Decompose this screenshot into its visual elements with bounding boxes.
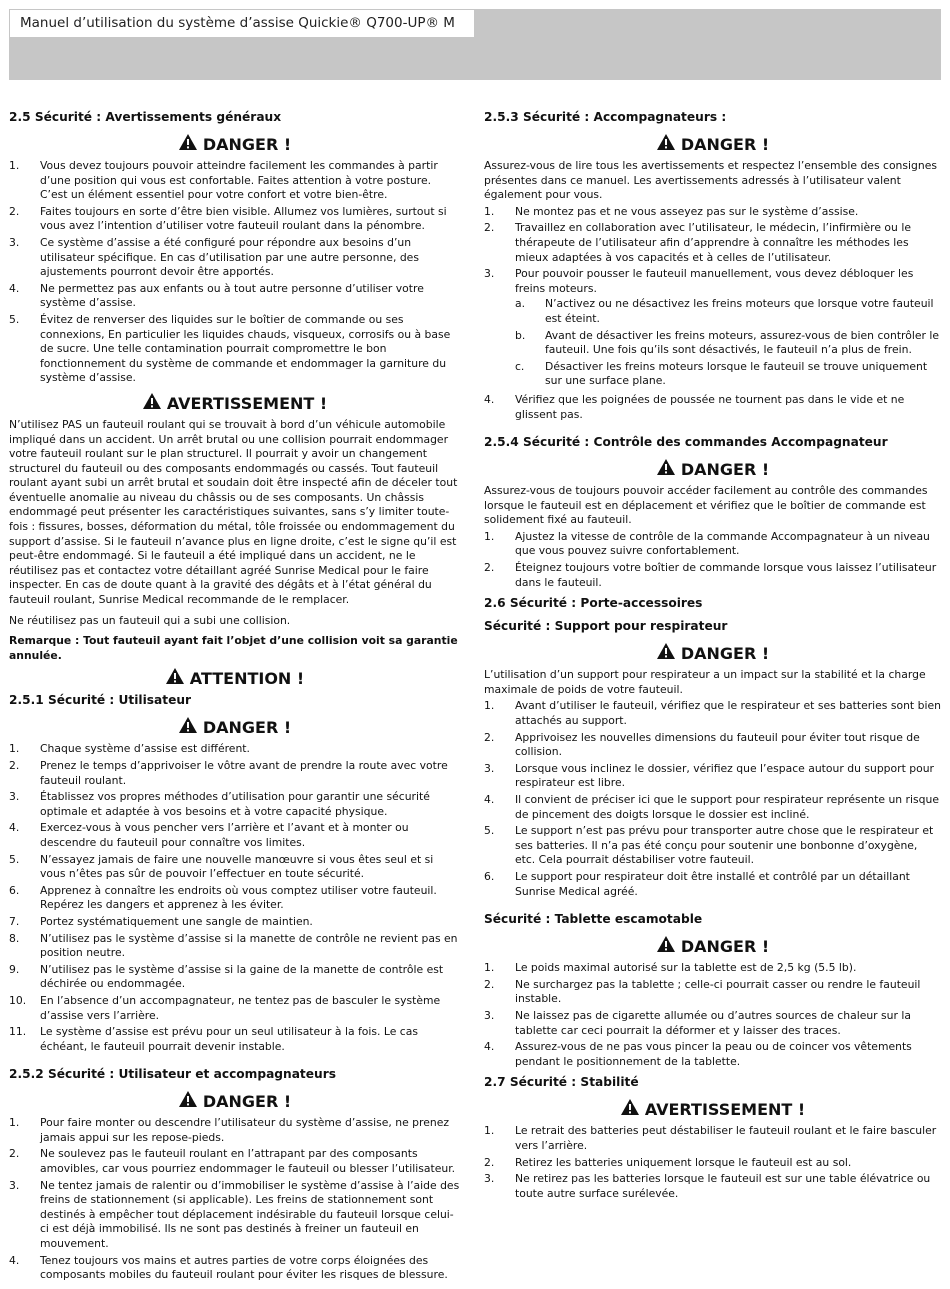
- danger-label: DANGER !: [680, 937, 770, 957]
- section-2-5-1-title: 2.5.1 Sécurité : Utilisateur: [9, 693, 192, 708]
- list-item: 4. Tenez toujours vos mains et autres parties de votre corps éloignées des composants mobiles du fauteuil roulant pour éviter les risques de blessure.: [9, 1253, 448, 1282]
- warning-triangle-icon: [656, 133, 676, 155]
- section-2-5-4-title: 2.5.4 Sécurité : Contrôle des commandes Accompagnateur: [484, 435, 888, 450]
- list-item: 3. Établissez vos propres méthodes d’utilisation pour garantir une sécurité optimale et adaptée à vos besoins et à votre capacité physique.: [9, 790, 430, 818]
- section-2-5-title: 2.5 Sécurité : Avertissements généraux: [9, 110, 282, 124]
- list-item: 10. En l’absence d’un accompagnateur, ne tentez pas de basculer le système d’assise vers l’arrière.: [9, 993, 441, 1022]
- list-item: 5. N’essayez jamais de faire une nouvelle manœuvre si vous êtes seul et si vous n’êtes pas sûr de pouvoir l’effectuer en toute sécurité.: [9, 852, 434, 881]
- list-item: 2. Faites toujours en sorte d’être bien visible. Allumez vos lumières, surtout si vous avez l’intention d’utiliser votre fauteuil roulant dans la pénombre.: [9, 204, 447, 233]
- stability-list: [484, 1124, 941, 1201]
- danger-heading: [484, 133, 941, 155]
- list-item: 1. Le poids maximal autorisé sur la tablette est de 2,5 kg (5.5 lb).: [484, 961, 857, 975]
- warning-heading: [9, 392, 460, 414]
- warning-triangle-icon: [656, 935, 676, 957]
- header-title-box: [9, 9, 475, 38]
- right-column: [484, 110, 941, 1207]
- list-item: 2. Retirez les batteries uniquement lorsque le fauteuil est au sol.: [484, 1155, 852, 1169]
- section-2-7-title: 2.7 Sécurité : Stabilité: [484, 1075, 639, 1090]
- danger-heading: [484, 458, 941, 480]
- list-item: 5. Le support n’est pas prévu pour transporter autre chose que le respirateur et ses batteries. Il n’a pas été conçu pour soutenir une bonbonne d’oxygène, etc. Cela pourrait déstabiliser votre fauteuil.: [484, 824, 934, 867]
- sub-list-item: c. Désactiver les freins moteurs lorsque le fauteuil se trouve uniquement sur une surface plane.: [515, 359, 928, 388]
- list-item: 1. Avant d’utiliser le fauteuil, vérifiez que le respirateur et ses batteries sont bien attachés au support.: [484, 699, 941, 728]
- section-2-5-3-title: 2.5.3 Sécurité : Accompagnateurs :: [484, 110, 727, 124]
- warning-triangle-icon: [178, 716, 198, 738]
- warning-triangle-icon: [165, 667, 185, 689]
- user-safety-list: [9, 742, 460, 1054]
- sub-list-item: a. N’activez ou ne désactivez les freins moteurs que lorsque votre fauteuil est éteint.: [515, 297, 934, 325]
- list-item: 11. Le système d’assise est prévu pour un seul utilisateur à la fois. Le cas échéant, le fauteuil pourrait devenir instable.: [9, 1025, 418, 1053]
- warranty-remark: Remarque : Tout fauteuil ayant fait l’objet d’une collision voit sa garantie annulée.: [9, 634, 458, 662]
- list-item: 2. Prenez le temps d’apprivoiser le vôtre avant de prendre la route avec votre fauteuil roulant.: [9, 759, 448, 787]
- list-item: 1. Vous devez toujours pouvoir atteindre facilement les commandes à partir d’une position qui vous est confortable. Faites attention à votre posture. C’est un élément essentiel pour votre confort et votre bien-être.: [9, 159, 438, 202]
- header-band: [9, 9, 941, 80]
- list-item: 4. Assurez-vous de ne pas vous pincer la peau ou de coincer vos vêtements pendant le positionnement de la tablette.: [484, 1040, 912, 1068]
- list-item: 2. Travaillez en collaboration avec l’utilisateur, le médecin, l’infirmière ou le thérapeute de l’utilisateur afin d’apprendre à connaître les méthodes les mieux adaptées à vos capacités et à celles de l’utilisateur.: [484, 221, 911, 264]
- no-reuse-text: Ne réutilisez pas un fauteuil qui a subi une collision.: [9, 613, 291, 627]
- left-column: [9, 110, 460, 1289]
- danger-label: DANGER !: [202, 718, 292, 738]
- warning-heading: [484, 1098, 941, 1120]
- danger-heading: [484, 642, 941, 664]
- list-item: 1. Chaque système d’assise est différent.: [9, 742, 250, 756]
- danger-heading: [9, 716, 460, 738]
- warning-label: AVERTISSEMENT !: [166, 393, 328, 413]
- danger-label: DANGER !: [680, 460, 770, 480]
- list-item: 3. Ne tentez jamais de ralentir ou d’immobiliser le système d’assise à l’aide des freins de stationnement (si applicable). Les freins de stationnement sont destinés à empêcher tout déplacement indésirable du fauteuil lorsque celui-ci est déjà immobilisé. Ils ne sont pas destinés à freiner un fauteuil en mouvement.: [9, 1178, 460, 1251]
- danger-heading: [9, 133, 460, 155]
- list-item: 7. Portez systématiquement une sangle de maintien.: [9, 914, 313, 928]
- warning-triangle-icon: [178, 133, 198, 155]
- attendant-list: [484, 205, 941, 422]
- list-item: 8. N’utilisez pas le système d’assise si la manette de contrôle ne revient pas en position neutre.: [9, 931, 458, 960]
- warning-triangle-icon: [656, 458, 676, 480]
- collision-warning-text: N’utilisez PAS un fauteuil roulant qui se trouvait à bord d’un véhicule automobile impliqué dans un accident. Un arrêt brutal ou une collision pourrait endommager votre fauteuil roulant sur le plan structurel. Il pourrait y avoir un changement structurel du fauteuil ou des composants endommagés ou cassés. Tout fauteuil roulant ayant subi un arrêt brutal et soudain doit être inspecté afin de déceler tout éventuelle anomalie au niveau du châssis ou de ses composants. Un châssis endommagé peut présenter les caractéristiques suivantes, sans s’y limiter toute-fois : fissures, bosses, déformation du métal, tôle froissée ou endommagement du support d’assise. Si le fauteuil n’avance plus en ligne droite, c’est le signe qu’il est peut-être endommagé. Si le fauteuil a été impliqué dans un accident, ne le réutilisez pas et contactez votre détaillant agréé Sunrise Medical pour le faire inspecter. En cas de doute quant à la gravité des dégâts et à l’état général du fauteuil roulant, Sunrise Medical recommande de le remplacer.: [9, 417, 458, 607]
- tray-table-list: [484, 961, 941, 1069]
- list-item: 4. Ne permettez pas aux enfants ou à tout autre personne d’utiliser votre système d’assise.: [9, 281, 424, 310]
- user-attendant-list: [9, 1116, 460, 1283]
- list-item: 4. Exercez-vous à vous pencher vers l’arrière et l’avant et à monter ou descendre du fauteuil pour connaître vos limites.: [9, 821, 409, 849]
- warning-triangle-icon: [142, 392, 162, 414]
- respirator-list: [484, 699, 941, 899]
- attention-heading: [9, 667, 460, 689]
- list-item: 6. Apprenez à connaître les endroits où vous comptez utiliser votre fauteuil. Repérez les dangers et apprenez à les éviter.: [9, 883, 437, 912]
- list-item: 3. Pour pouvoir pousser le fauteuil manuellement, vous devez débloquer les freins moteurs. a. N’activez ou ne désactivez les freins moteurs que lorsque votre fauteuil est éteint. b. Avant de désactiver les freins moteurs, assurez-vous de bien contrôler le fauteuil. Une fois qu’ils sont désactivés, le fauteuil n’a plus de frein. c. Désactiver les freins moteurs lorsque le fauteuil se trouve uniquement sur une surface plane.: [484, 267, 940, 388]
- brake-sublist: [515, 297, 941, 389]
- danger-label: DANGER !: [680, 644, 770, 664]
- respirator-intro: L’utilisation d’un support pour respirateur a un impact sur la stabilité et la charge maximale de poids de votre fauteuil.: [484, 668, 926, 696]
- general-warnings-list: [9, 159, 460, 386]
- danger-label: DANGER !: [680, 135, 770, 154]
- attendant-intro: Assurez-vous de lire tous les avertissements et respectez l’ensemble des consignes présentes dans ce manuel. Les avertissements adressés à l’utilisateur valent également pour vous.: [484, 159, 937, 202]
- danger-heading: [9, 1090, 460, 1112]
- list-item: 3. Ne laissez pas de cigarette allumée ou d’autres sources de chaleur sur la tablette car ceci pourrait la déformer et y laisser des traces.: [484, 1008, 912, 1037]
- attention-label: ATTENTION !: [189, 669, 305, 689]
- danger-label: DANGER !: [202, 135, 292, 154]
- section-2-5-2-title: 2.5.2 Sécurité : Utilisateur et accompagnateurs: [9, 1067, 336, 1082]
- respirator-support-title: Sécurité : Support pour respirateur: [484, 619, 728, 634]
- list-item: 1. Ne montez pas et ne vous asseyez pas sur le système d’assise.: [484, 204, 859, 218]
- list-item: 3. Lorsque vous inclinez le dossier, vérifiez que l’espace autour du support pour respirateur est libre.: [484, 761, 934, 790]
- list-item: 2. Apprivoisez les nouvelles dimensions du fauteuil pour éviter tout risque de collision.: [484, 730, 920, 759]
- list-item: 2. Ne soulevez pas le fauteuil roulant en l’attrapant par des composants amovibles, car vous pourriez endommager le fauteuil ou blesser l’utilisateur.: [9, 1147, 456, 1176]
- document-title: Manuel d’utilisation du système d’assise Quickie® Q700-UP® M: [20, 15, 455, 31]
- list-item: 2. Ne surchargez pas la tablette ; celle-ci pourrait casser ou rendre le fauteuil instable.: [484, 977, 921, 1006]
- attendant-control-list: [484, 530, 941, 590]
- tray-table-title: Sécurité : Tablette escamotable: [484, 912, 703, 927]
- list-item: 4. Vérifiez que les poignées de poussée ne tournent pas dans le vide et ne glissent pas.: [484, 392, 905, 421]
- attendant-control-intro: Assurez-vous de toujours pouvoir accéder facilement au contrôle des commandes lorsque le fauteuil est en déplacement et vérifiez que le boîtier de commande est solidement fixé au fauteuil.: [484, 484, 928, 527]
- list-item: 2. Éteignez toujours votre boîtier de commande lorsque vous laissez l’utilisateur dans le fauteuil.: [484, 561, 937, 589]
- section-2-6-title: 2.6 Sécurité : Porte-accessoires: [484, 596, 703, 611]
- list-item: 1. Pour faire monter ou descendre l’utilisateur du système d’assise, ne prenez jamais appui sur les repose-pieds.: [9, 1116, 450, 1144]
- list-item: 3. Ne retirez pas les batteries lorsque le fauteuil est sur une table élévatrice ou toute autre surface surélevée.: [484, 1172, 931, 1200]
- warning-triangle-icon: [178, 1090, 198, 1112]
- warning-triangle-icon: [656, 642, 676, 664]
- warning-triangle-icon: [620, 1098, 640, 1120]
- danger-heading: [484, 935, 941, 957]
- list-item: 3. Ce système d’assise a été configuré pour répondre aux besoins d’un utilisateur spécifique. En cas d’utilisation par une autre personne, des ajustements pourront devoir être apportés.: [9, 235, 419, 279]
- sub-list-item: b. Avant de désactiver les freins moteurs, assurez-vous de bien contrôler le fauteuil. Une fois qu’ils sont désactivés, le fauteuil n’a plus de frein.: [515, 328, 940, 357]
- list-item: 4. Il convient de préciser ici que le support pour respirateur représente un risque de pincement des doigts lorsque le dossier est incliné.: [484, 793, 939, 821]
- warning-label: AVERTISSEMENT !: [644, 1100, 806, 1120]
- list-item: 6. Le support pour respirateur doit être installé et contrôlé par un détaillant Sunrise Medical agréé.: [484, 869, 910, 898]
- list-item: 1. Ajustez la vitesse de contrôle de la commande Accompagnateur à un niveau que vous pouvez suivre confortablement.: [484, 529, 930, 558]
- danger-label: DANGER !: [202, 1092, 292, 1112]
- list-item: 9. N’utilisez pas le système d’assise si la gaine de la manette de contrôle est déchirée ou endommagée.: [9, 962, 444, 991]
- list-item: 1. Le retrait des batteries peut déstabiliser le fauteuil roulant et le faire basculer vers l’arrière.: [484, 1124, 937, 1152]
- list-item: 5. Évitez de renverser des liquides sur le boîtier de commande ou ses connexions, En particulier les liquides chauds, visqueux, corrosifs ou à base de sucre. Une telle contamination pourrait compromettre le bon fonctionnement du système de commande et endommager la garniture du système d’assise.: [9, 312, 451, 385]
